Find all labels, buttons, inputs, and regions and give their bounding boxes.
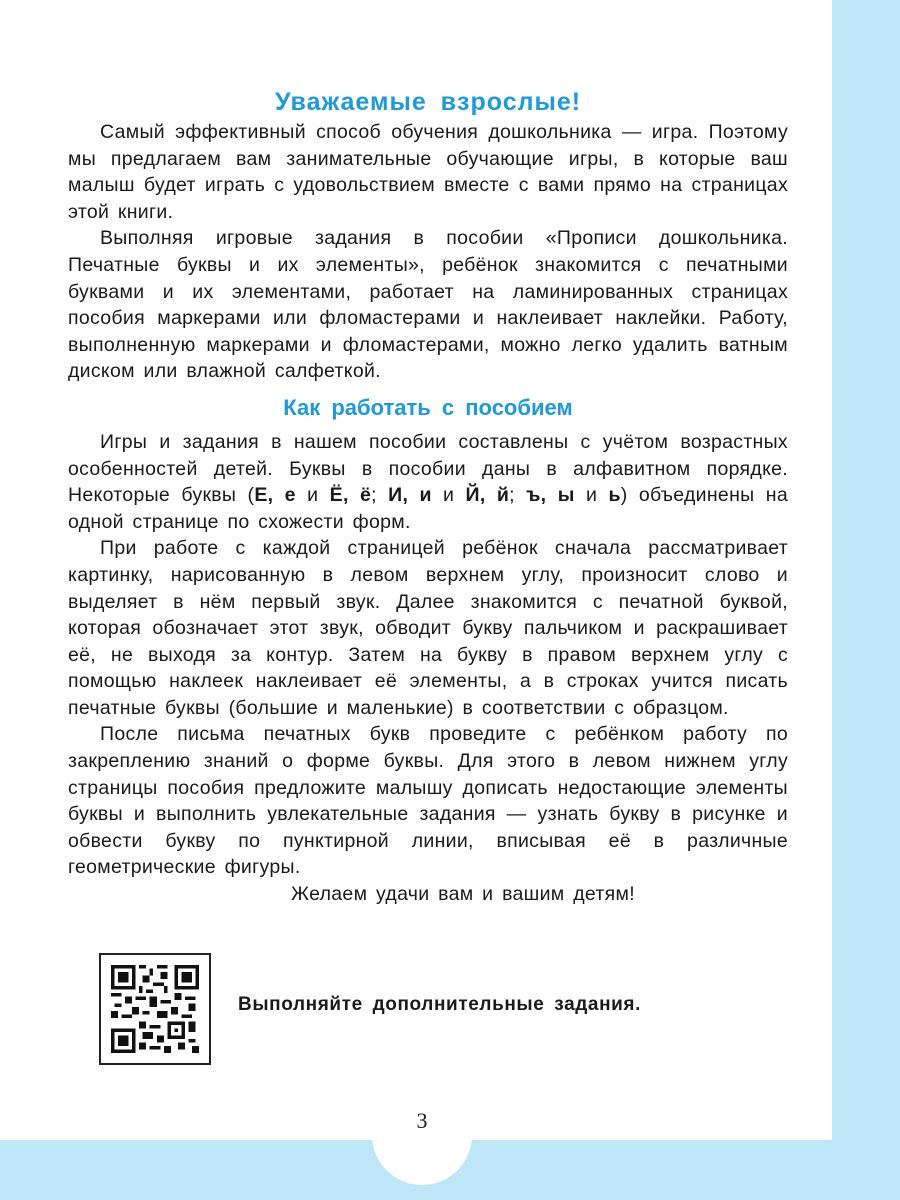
letters-iy: Й, й bbox=[465, 484, 510, 507]
text-span: и bbox=[431, 484, 466, 507]
page-number: 3 bbox=[416, 1108, 428, 1133]
page-number-tab bbox=[372, 1085, 472, 1185]
text-span: ) объединены на одной странице по схожести форм. bbox=[68, 484, 788, 533]
letters-i: И, и bbox=[388, 484, 432, 507]
letters-e: Е, е bbox=[254, 484, 296, 507]
letters-soft-sign: ь bbox=[608, 484, 621, 507]
intro-paragraph-2: Выполняя игровые задания в пособии «Прописи дошкольника. Печатные буквы и их элементы», ребёнок знакомится с печатными буквами и их элементами, работает на ламинированных страницах пособия маркерами или фломастерами и наклеивает наклейки. Работу, выполненную маркерами и фломастерами, можно легко удалить ватным диском или влажной салфеткой. bbox=[68, 227, 788, 383]
text-span: и bbox=[574, 484, 609, 507]
qr-code-icon bbox=[111, 965, 199, 1053]
text-span: ; bbox=[371, 484, 389, 507]
content bbox=[68, 85, 788, 908]
qr-caption: Выполняйте дополнительные задания. bbox=[238, 994, 642, 1015]
how-to-paragraph-1 bbox=[68, 429, 788, 535]
text-span: ; bbox=[509, 484, 527, 507]
letters-signs: ъ, ы bbox=[526, 484, 575, 507]
page-title: Уважаемые взрослые! bbox=[274, 88, 582, 116]
how-to-paragraph-2: При работе с каждой страницей ребёнок сначала рассматривает картинку, нарисованную в левом верхнем углу, произносит слово и выделяет в нём первый звук. Далее знакомится с печатной буквой, которая обозначает этот звук, обводит букву пальчиком и раскрашивает её, не выходя за контур. Затем на букву в правом верхнем углу с помощью наклеек наклеивает её элементы, а в строках учится писать печатные буквы (большие и маленькие) в соответствии с образцом. bbox=[68, 537, 788, 719]
qr-code[interactable] bbox=[99, 953, 211, 1065]
how-to-paragraph-3: После письма печатных букв проведите с ребёнком работу по закреплению знаний о форме буквы. Для этого в левом нижнем углу страницы пособия предложите малышу дописать недостающие элементы буквы и выполнить увлекательные задания — узнать букву в рисунке и обвести букву по пунктирной линии, вписывая её в различные геометрические фигуры. bbox=[68, 723, 788, 879]
closing-wish: Желаем удачи вам и вашим детям! bbox=[291, 883, 635, 906]
letters-yo: Ё, ё bbox=[329, 484, 372, 507]
text-span: Игры и задания в нашем пособии составлены с учётом возрастных особенностей детей. Буквы в пособии даны в алфавитном порядке. Некоторые буквы ( bbox=[68, 430, 788, 507]
intro-paragraph-1: Самый эффективный способ обучения дошкольника — игра. Поэтому мы предлагаем вам занимательные обучающие игры, в которые ваш малыш будет играть с удовольствием вместе с вами прямо на страницах этой книги. bbox=[68, 121, 788, 223]
section-title: Как работать с пособием bbox=[283, 394, 573, 420]
text-span: и bbox=[295, 484, 330, 507]
